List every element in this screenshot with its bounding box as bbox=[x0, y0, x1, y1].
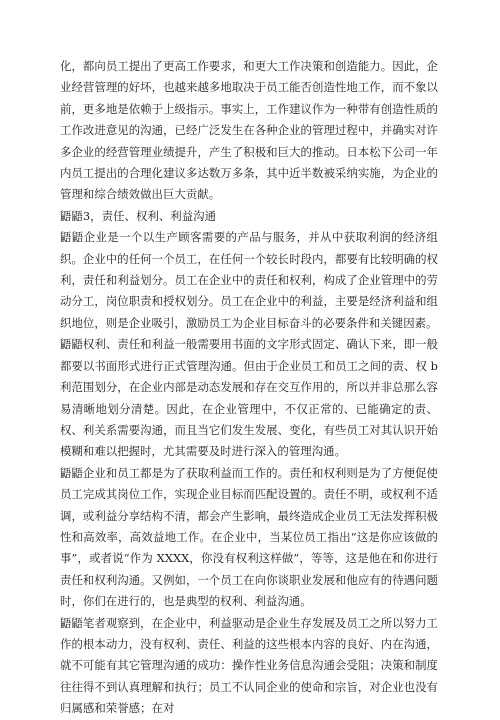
paragraph-author-observation: 鼯鼯笔者观察到，在企业中，利益驱动是企业生存发展及员工之所以努力工作的根本动力，没有权利、责任、利益的这些根本内容的良好、内在沟通，就不可能有其它管理沟通的成功：操作性业务信息沟通会受阻；决策和制度往往得不到认真理解和执行；员工不认同企业的使命和宗旨，对企业也没有归属感和荣誉感；在对 bbox=[60, 615, 438, 716]
section-heading-responsibility-rights-interests: 鼯鼯3，责任、权利、利益沟通 bbox=[60, 208, 217, 223]
document-body bbox=[60, 56, 438, 720]
paragraph-enterprise-definition: 鼯鼯企业是一个以生产顾客需要的产品与服务，并从中获取利润的经济组织。企业中的任何一个员工，在任何一个较长时段内，都要有比较明确的权利，责任和利益划分。员工在企业中的责任和权利，构成了企业管理中的劳动分工，岗位职责和授权划分。员工在企业中的利益，主要是经济利益和组织地位，则是企业吸引，激励员工为企业目标奋斗的必要条件和关键因素。 bbox=[60, 230, 438, 330]
paragraph-intro-continuation: 化，都向员工提出了更高工作要求，和更大工作决策和创造能力。因此，企业经营管理的好坏，也越来越多地取决于员工能否创造性地工作，而不象以前，更多地是依赖于上级指示。事实上，工作建议作为一种带有创造性质的工作改进意见的沟通，已经广泛发生在各种企业的管理过程中，并确实对许多企业的经营管理业绩提升，产生了积极和巨大的推动。日本松下公司一年内员工提出的合理化建议多达数万多条，其中近半数被采纳实施，为企业的管理和综合绩效做出巨大贡献。 bbox=[60, 59, 438, 202]
paragraph-interest-and-work: 鼯鼯企业和员工都是为了获取利益而工作的。责任和权利则是为了方便促使员工完成其岗位工作，实现企业目标而匹配设置的。责任不明，或权利不适调，或利益分享结构不清，都会产生影响，最终造成企业员工无法发挥积极性和高效率，高效益地工作。在企业中，当某位员工指出“这是你应该做的事”，或者说“作为 XXXX，你没有权利这样做”，等等，这是他在和你进行责任和权利沟通。又例如，一个员工在向你谈职业发展和他应有的待遇问题时，你们在进行的，也是典型的权利、利益沟通。 bbox=[60, 465, 438, 609]
paragraph-written-communication: 鼯鼯权利、责任和利益一般需要用书面的文字形式固定、确认下来，即一般都要以书面形式进行正式管理沟通。但由于企业员工和员工之间的责、权 b 利范围划分，在企业内部是动态发展和存在交互作用的，所以并非总那么容易清晰地划分清楚。因此，在企业管理中，不仅正常的、已能确定的责、权、利关系需要沟通，而且当它们发生发展、变化，有些员工对其认识开始模糊和难以把握时，尤其需要及时进行深入的管理沟通。 bbox=[60, 337, 438, 459]
